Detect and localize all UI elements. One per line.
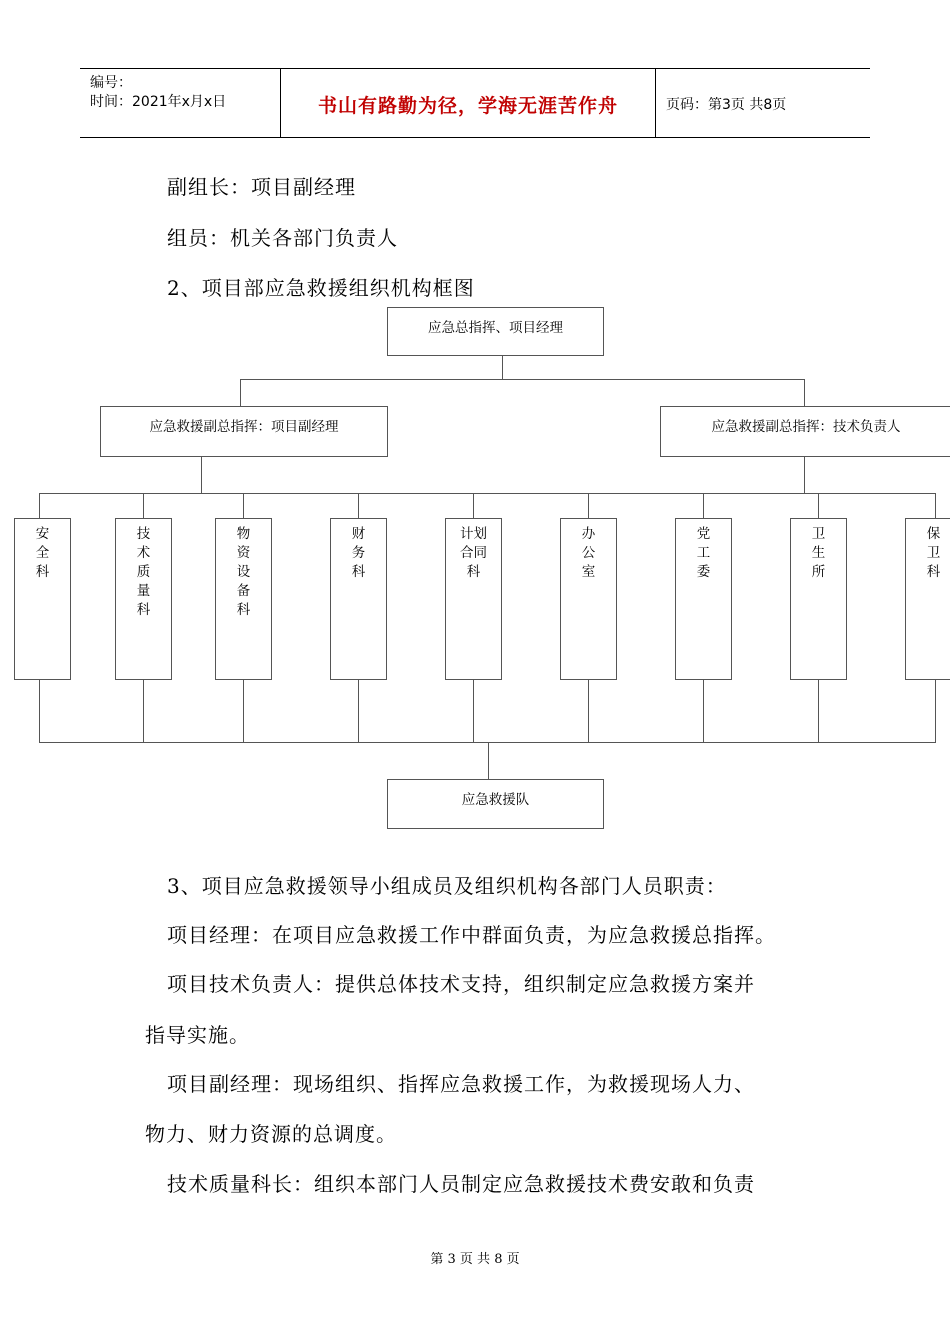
org-box-dept-safety — [14, 518, 71, 680]
connector-line — [703, 493, 704, 518]
connector-line — [935, 680, 936, 742]
connector-line — [473, 493, 474, 518]
duty-tech-lead-line-1: 项目技术负责人：提供总体技术支持，组织制定应急救援方案并 — [167, 972, 755, 996]
header-meta — [80, 69, 280, 137]
connector-line — [488, 742, 489, 779]
connector-line — [703, 680, 704, 742]
connector-line — [358, 493, 359, 518]
org-box-dept-materials — [215, 518, 272, 680]
document-number: 编号： — [90, 75, 132, 91]
duty-project-manager: 项目经理：在项目应急救援工作中群面负责，为应急救援总指挥。 — [167, 923, 776, 947]
page-footer: 第 3 页 共 8 页 — [430, 1252, 520, 1267]
connector-line — [502, 355, 503, 379]
connector-line — [818, 493, 819, 518]
header-page-cell — [656, 69, 870, 137]
connector-line — [818, 680, 819, 742]
dept-label: 计划合同科 — [460, 526, 487, 580]
org-box-rescue-team: 应急救援队 — [387, 779, 604, 829]
org-box-deputy-right: 应急救援副总指挥：技术负责人 — [660, 406, 950, 457]
dept-label: 卫生所 — [811, 526, 826, 580]
dept-label: 党工委 — [696, 526, 711, 580]
connector-line — [240, 379, 241, 407]
dept-label: 安全科 — [35, 526, 50, 580]
org-box-dept-office — [560, 518, 617, 680]
org-box-commander: 应急总指挥、项目经理 — [387, 307, 604, 356]
connector-line — [935, 493, 936, 518]
connector-line — [39, 493, 40, 518]
connector-line — [240, 379, 805, 380]
org-box-dept-clinic — [790, 518, 847, 680]
dept-label: 物资设备科 — [236, 526, 251, 618]
members-line: 组员：机关各部门负责人 — [167, 226, 398, 250]
header-motto-cell — [280, 69, 656, 137]
duty-tech-lead-line-2: 指导实施。 — [145, 1023, 250, 1047]
connector-line — [588, 680, 589, 742]
duty-deputy-manager-line-2: 物力、财力资源的总调度。 — [145, 1122, 397, 1146]
duty-deputy-manager-line-1: 项目副经理：现场组织、指挥应急救援工作，为救援现场人力、 — [167, 1072, 755, 1096]
connector-line — [804, 456, 805, 493]
dept-label: 办公室 — [581, 526, 596, 580]
connector-line — [243, 493, 244, 518]
connector-line — [143, 680, 144, 742]
deputy-leader-line: 副组长：项目副经理 — [167, 175, 356, 199]
dept-label: 财务科 — [351, 526, 366, 580]
connector-line — [201, 456, 202, 493]
org-box-dept-party-committee — [675, 518, 732, 680]
org-box-dept-planning-contract — [445, 518, 502, 680]
connector-line — [588, 493, 589, 518]
connector-line — [358, 680, 359, 742]
connector-line — [143, 493, 144, 518]
connector-line — [473, 680, 474, 742]
header-motto: 书山有路勤为径，学海无涯苦作舟 — [317, 95, 618, 117]
document-time: 时间：2021年x月x日 — [90, 94, 227, 110]
page-header — [80, 68, 870, 138]
section-2-heading: 2、项目部应急救援组织机构框图 — [167, 276, 475, 300]
org-box-dept-security — [905, 518, 950, 680]
connector-line — [804, 379, 805, 407]
dept-label: 保卫科 — [926, 526, 941, 580]
org-box-dept-finance — [330, 518, 387, 680]
duty-tech-quality-chief: 技术质量科长：组织本部门人员制定应急救援技术费安敢和负责 — [167, 1172, 755, 1196]
connector-line — [39, 493, 936, 494]
org-box-dept-tech-quality — [115, 518, 172, 680]
connector-line — [39, 680, 40, 742]
dept-label: 技术质量科 — [136, 526, 151, 618]
connector-line — [243, 680, 244, 742]
section-3-heading: 3、项目应急救援领导小组成员及组织机构各部门人员职责： — [167, 874, 727, 898]
org-box-deputy-left: 应急救援副总指挥：项目副经理 — [100, 406, 388, 457]
header-page-number: 页码：第3页 共8页 — [666, 97, 787, 113]
